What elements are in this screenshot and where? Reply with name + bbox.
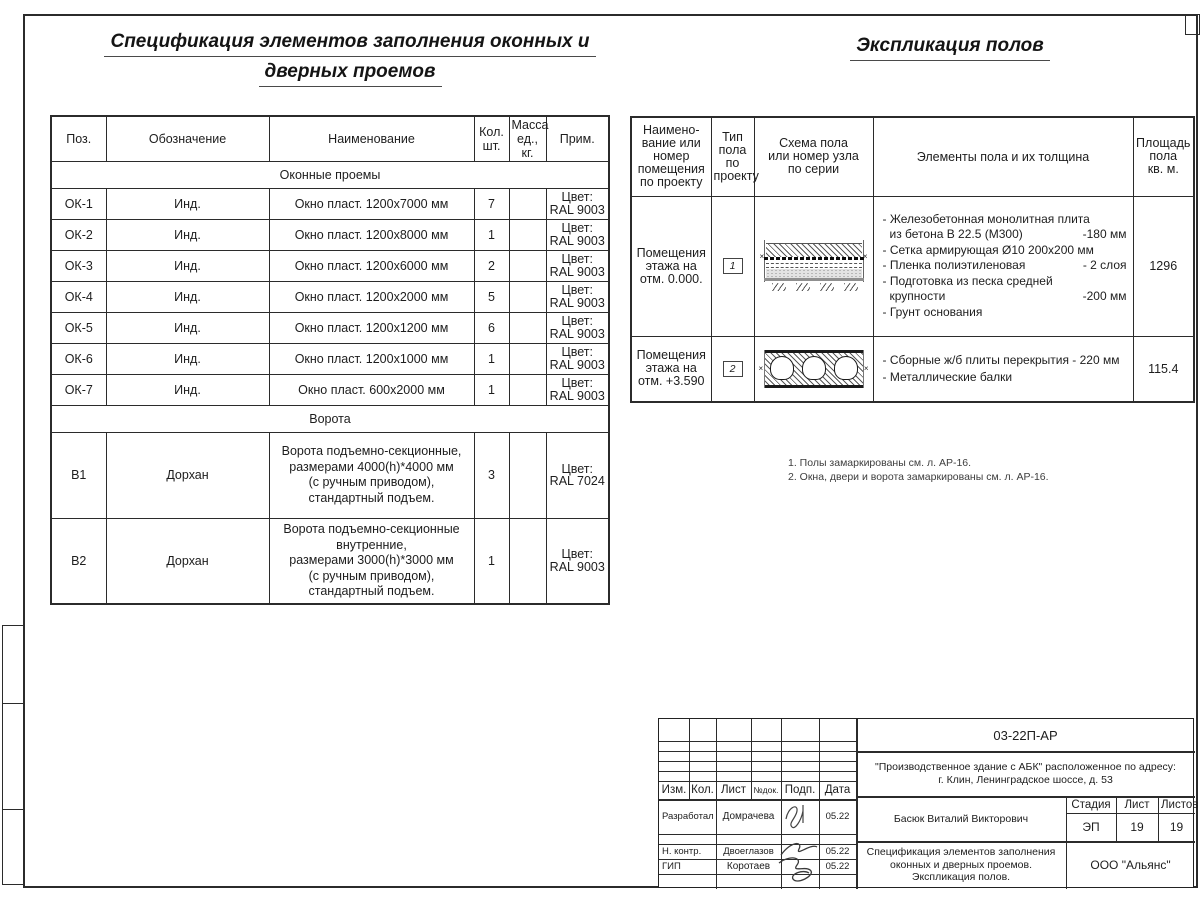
rebar-mesh-layer [764, 257, 864, 260]
col-header-elements: Элементы пола и их толщина [873, 117, 1133, 196]
signature-icon [777, 839, 821, 887]
element-text: - Сборные ж/б плиты перекрытия - 220 мм [882, 352, 1120, 367]
floor-section-diagram-1: × × [764, 240, 864, 292]
element-text: - Подготовка из песка средней [882, 273, 1053, 288]
mass-cell [509, 312, 546, 343]
role-label: ГИП [662, 861, 681, 872]
element-text: - Металлические балки [882, 369, 1013, 384]
qty-cell: 1 [474, 518, 509, 604]
col-header-qty: Кол. шт. [474, 116, 509, 161]
sheets-label: Листов [1161, 798, 1199, 811]
pos-cell: ОК-5 [51, 312, 106, 343]
designation-cell: Дорхан [106, 518, 269, 604]
pos-cell: ОК-2 [51, 219, 106, 250]
name-cell: Ворота подъемно-секционные внутренние, размерами 3000(h)*3000 мм (с ручным приводом), стандартный подъем. [269, 518, 474, 604]
mass-cell [509, 250, 546, 281]
qty-cell: 7 [474, 188, 509, 219]
spec-title-line2: дверных проемов [259, 61, 442, 87]
element-text: - Пленка полиэтиленовая [882, 258, 1026, 273]
designation-cell: Инд. [106, 219, 269, 250]
mass-cell [509, 219, 546, 250]
table-row [51, 312, 609, 343]
area-cell: 1296 [1133, 196, 1194, 336]
note-cell: Цвет: RAL 9003 [546, 219, 609, 250]
mass-cell [509, 281, 546, 312]
base-line [764, 278, 864, 281]
type-cell [711, 196, 754, 336]
col-header-type: Тип пола по проекту [711, 117, 754, 196]
floor-type-marker: 1 [723, 258, 743, 274]
col-header-designation: Обозначение [106, 116, 269, 161]
ground-hatch [796, 283, 810, 291]
name-cell: Окно пласт. 1200х7000 мм [269, 188, 474, 219]
film-layer [766, 267, 862, 268]
col-header-area: Площадь пола кв. м. [1133, 117, 1194, 196]
sand-layer [766, 269, 862, 278]
company-name: ООО "Альянс" [1090, 858, 1171, 872]
qty-cell: 1 [474, 343, 509, 374]
col-header-mass: Масса ед., кг. [509, 116, 546, 161]
role-label: Разработал [662, 811, 714, 822]
edge-stamp-box [2, 625, 24, 704]
concrete-hatch-layer [766, 243, 862, 258]
note-cell: Цвет: RAL 9003 [546, 312, 609, 343]
sign-date: 05.22 [825, 861, 850, 872]
col-header-room: Наимено- вание или номер помещения по проекту [631, 117, 711, 196]
area-cell: 115.4 [1133, 336, 1194, 402]
table-row [51, 188, 609, 219]
section-label-windows: Оконные проемы [51, 161, 609, 188]
slab-void [770, 356, 794, 380]
col-header-schema: Схема пола или номер узла по серии [754, 117, 873, 196]
floor-section-diagram-2: × × [764, 350, 864, 388]
note-cell: Цвет: RAL 9003 [546, 281, 609, 312]
name-cell: Окно пласт. 1200х6000 мм [269, 250, 474, 281]
room-cell: Помещения этажа на отм. +3.590 [631, 336, 711, 402]
section-label-gates: Ворота [51, 405, 609, 432]
designation-cell: Инд. [106, 281, 269, 312]
sheet-title: Спецификация элементов заполнения оконных и дверных проемов. Экспликация полов. [866, 846, 1056, 884]
spec-title [85, 31, 615, 87]
note-cell: Цвет: RAL 9003 [546, 374, 609, 405]
pos-cell: В2 [51, 518, 106, 604]
spec-title-line1: Спецификация элементов заполнения оконных и [104, 31, 595, 57]
col-ndok: №док. [753, 785, 779, 795]
note-cell: Цвет: RAL 9003 [546, 518, 609, 604]
table-row [51, 518, 609, 604]
name-cell: Окно пласт. 1200х1200 мм [269, 312, 474, 343]
elements-cell [873, 336, 1133, 402]
project-name: "Производственное здание с АБК" расположенное по адресу: г. Клин, Ленинградское шоссе, д. 53 [875, 760, 1176, 786]
element-text: - Сетка армирующая Ø10 200х200 мм [882, 242, 1094, 257]
element-text: крупности [889, 289, 946, 304]
sheets-value: 19 [1169, 820, 1184, 834]
pos-cell: ОК-1 [51, 188, 106, 219]
pos-cell: ОК-6 [51, 343, 106, 374]
mass-cell [509, 518, 546, 604]
qty-cell: 1 [474, 374, 509, 405]
floor-table [630, 116, 1195, 403]
role-label: Н. контр. [662, 846, 702, 857]
section-row-windows [51, 161, 609, 188]
slab-void [834, 356, 858, 380]
drawing-notes [788, 456, 1049, 484]
designation-cell: Инд. [106, 343, 269, 374]
type-cell [711, 336, 754, 402]
note-cell: Цвет: RAL 9003 [546, 250, 609, 281]
element-text: из бетона В 22.5 (М300) [889, 227, 1023, 242]
col-izm: Изм. [661, 784, 687, 796]
name-cell: Окно пласт. 1200х8000 мм [269, 219, 474, 250]
designation-cell: Инд. [106, 374, 269, 405]
sign-date: 05.22 [825, 811, 850, 822]
spec-table [50, 115, 610, 605]
designation-cell: Дорхан [106, 432, 269, 518]
note-line: 2. Окна, двери и ворота замаркированы см. л. АР-16. [788, 471, 1049, 483]
table-row [51, 250, 609, 281]
ground-hatch [772, 283, 786, 291]
sheet-value: 19 [1130, 820, 1144, 834]
element-text: - Грунт основания [882, 304, 983, 319]
floors-title: Экспликация полов [830, 35, 1070, 61]
name-cell: Окно пласт. 600х2000 мм [269, 374, 474, 405]
mass-cell [509, 343, 546, 374]
doc-number: 03-22П-АР [993, 727, 1058, 743]
elements-cell: - Железобетонная монолитная плита из бетона В 22.5 (М300) -180 мм - Сетка армирующая Ø10 200х200 мм - Пленка полиэтиленовая - 2 слоя - Подготовка из песка средней крупности -200 мм - Грунт основания [873, 196, 1133, 336]
element-text: - Железобетонная монолитная плита [882, 211, 1090, 226]
col-data: Дата [824, 784, 851, 796]
name-cell: Окно пласт. 1200х1000 мм [269, 343, 474, 374]
note-cell: Цвет: RAL 7024 [546, 432, 609, 518]
person-name: Домрачева [722, 811, 775, 822]
mass-cell [509, 432, 546, 518]
designation-cell: Инд. [106, 250, 269, 281]
table-row [631, 336, 1194, 402]
qty-cell: 2 [474, 250, 509, 281]
mass-cell [509, 374, 546, 405]
pos-cell: ОК-4 [51, 281, 106, 312]
name-cell: Ворота подъемно-секционные, размерами 4000(h)*4000 мм (с ручным приводом), стандартный подъем. [269, 432, 474, 518]
pos-cell: В1 [51, 432, 106, 518]
col-header-pos: Поз. [51, 116, 106, 161]
table-row [51, 219, 609, 250]
note-cell: Цвет: RAL 9003 [546, 188, 609, 219]
section-row-gates [51, 405, 609, 432]
mass-cell [509, 188, 546, 219]
floor-type-marker: 2 [723, 361, 743, 377]
designation-cell: Инд. [106, 312, 269, 343]
note-line: 1. Полы замаркированы см. л. АР-16. [788, 457, 972, 469]
name-cell: Окно пласт. 1200х2000 мм [269, 281, 474, 312]
person-name: Двоеглазов [723, 846, 774, 857]
qty-cell: 5 [474, 281, 509, 312]
stage-value: ЭП [1082, 820, 1100, 834]
sign-date: 05.22 [825, 846, 850, 857]
author-name: Басюк Виталий Викторович [893, 812, 1029, 825]
stage-label: Стадия [1071, 798, 1111, 811]
col-podp: Подп. [784, 784, 816, 796]
person-name: Коротаев [726, 861, 771, 872]
note-cell: Цвет: RAL 9003 [546, 343, 609, 374]
floor-header-row [631, 117, 1194, 196]
room-cell: Помещения этажа на отм. 0.000. [631, 196, 711, 336]
col-header-name: Наименование [269, 116, 474, 161]
designation-cell: Инд. [106, 188, 269, 219]
qty-cell: 3 [474, 432, 509, 518]
table-row [51, 432, 609, 518]
film-layer [766, 263, 862, 264]
spec-header-row [51, 116, 609, 161]
edge-stamp-box [2, 703, 24, 811]
table-row [51, 374, 609, 405]
table-row [51, 281, 609, 312]
ground-hatch [820, 283, 834, 291]
corner-stamp-box [1185, 14, 1200, 35]
schema-cell [754, 336, 873, 402]
sheet-label: Лист [1124, 798, 1150, 811]
col-kol: Кол. [691, 784, 714, 796]
edge-stamp-box [2, 809, 24, 885]
col-list: Лист [721, 784, 746, 796]
qty-cell: 6 [474, 312, 509, 343]
slab-void [802, 356, 826, 380]
schema-cell [754, 196, 873, 336]
table-row [631, 196, 1194, 336]
qty-cell: 1 [474, 219, 509, 250]
title-block [658, 718, 1199, 888]
pos-cell: ОК-7 [51, 374, 106, 405]
col-header-note: Прим. [546, 116, 609, 161]
pos-cell: ОК-3 [51, 250, 106, 281]
ground-hatch [844, 283, 858, 291]
signature-icon [783, 801, 817, 833]
table-row [51, 343, 609, 374]
